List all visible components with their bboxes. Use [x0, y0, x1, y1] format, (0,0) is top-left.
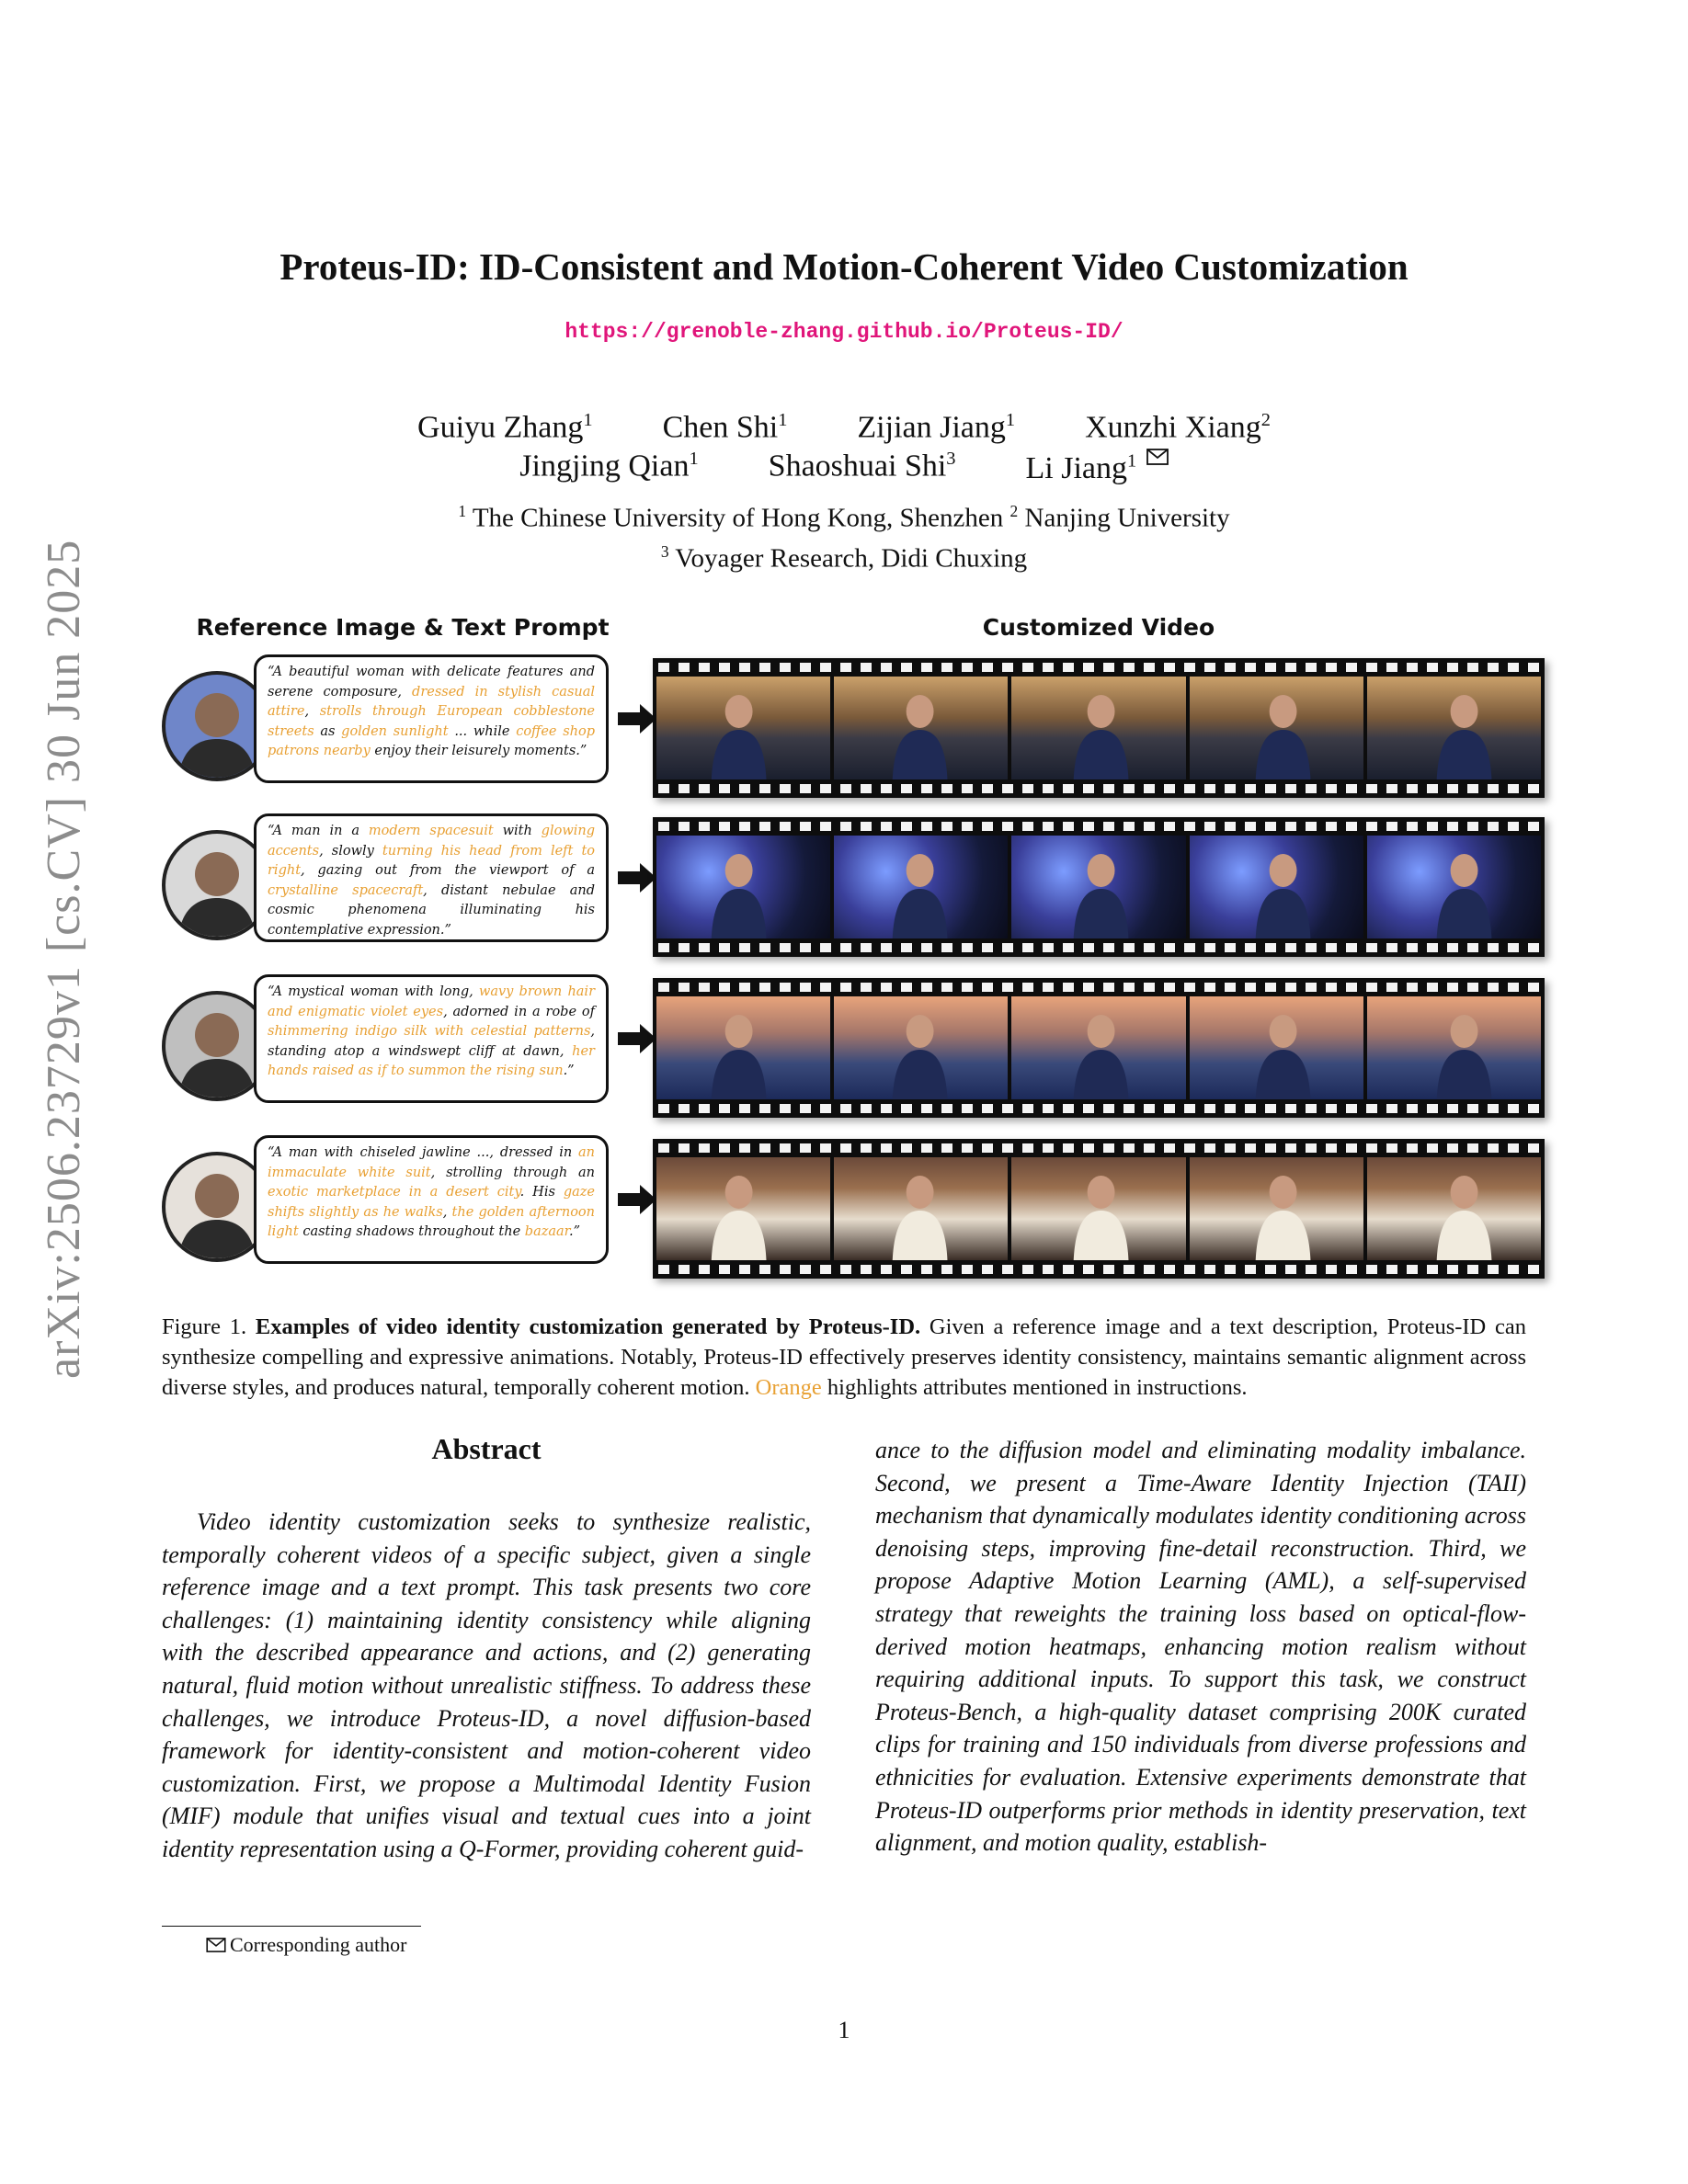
prompt-text: with [493, 824, 542, 838]
figure-row [162, 813, 1554, 959]
project-url-link[interactable]: https://grenoble-zhang.github.io/Proteus-ID/ [565, 320, 1123, 344]
video-frame [834, 1157, 1008, 1260]
caption-text: Given a reference image and a text description, Proteus-ID can synthesize compelling and expressive animations. Notably, Proteus-ID effectively preserves identity consistency, maintains semantic alignment across diverse styles, and produces natural, temporally coherent motion. [162, 1314, 1527, 1400]
prompt-text: enjoy their leisurely moments.” [370, 744, 587, 758]
highlighted-attribute: gaze shifts slightly as he walks [268, 1185, 595, 1220]
author: Chen Shi$^1$ [662, 410, 788, 445]
prompt-text: . His [519, 1185, 564, 1200]
text-prompt [254, 974, 609, 1103]
prompt-text: , [442, 1204, 452, 1220]
prompt-text: , strolling through an [430, 1165, 595, 1180]
figure-caption [162, 1312, 1526, 1403]
video-filmstrip [653, 817, 1545, 957]
footnote: Corresponding author [206, 1933, 406, 1957]
caption-orange-word: Orange [755, 1375, 822, 1400]
highlighted-attribute: shimmering indigo silk with celestial patterns [268, 1024, 591, 1039]
author: Xunzhi Xiang$^2$ [1085, 410, 1271, 445]
prompt-text: .” [563, 1064, 575, 1078]
highlighted-attribute: turning his head from left to right [268, 843, 595, 878]
video-frame [1011, 1157, 1185, 1260]
prompt-text: , [304, 704, 320, 719]
video-frame [1190, 836, 1363, 938]
highlighted-attribute: coffee shop patrons nearby [268, 723, 596, 758]
author: Guiyu Zhang$^1$ [417, 410, 593, 445]
author: Li Jiang$^1$ [1026, 449, 1169, 486]
prompt-text: “A man in a [268, 824, 369, 838]
video-frame [1011, 677, 1185, 779]
prompt-text: casting shadows throughout the [298, 1224, 525, 1239]
video-frame [1011, 836, 1185, 938]
highlighted-attribute: golden sunlight [341, 723, 449, 739]
video-frame [1367, 836, 1541, 938]
highlighted-attribute: an immaculate white suit [268, 1145, 595, 1180]
envelope-icon [1146, 449, 1169, 465]
video-frame [1011, 996, 1185, 1099]
video-frame [656, 836, 830, 938]
author: Zijian Jiang$^1$ [857, 410, 1016, 445]
highlighted-attribute: bazaar [524, 1224, 569, 1239]
figure-row [162, 1135, 1554, 1280]
affiliations-line-1: $^1$ The Chinese University of Hong Kong, Shenzhen $^2$ Nanjing University [458, 502, 1230, 533]
prompt-text: , standing atop a windswept cliff at dawn, [268, 1024, 595, 1059]
affiliations-line-2: $^3$ Voyager Research, Didi Chuxing [660, 542, 1028, 574]
highlighted-attribute: dressed in stylish casual attire [268, 684, 596, 719]
video-frame [1367, 1157, 1541, 1260]
video-frame [1190, 1157, 1363, 1260]
paper-title: Proteus-ID: ID-Consistent and Motion-Coherent Video Customization [279, 245, 1409, 288]
author-row-1 [0, 410, 1688, 445]
video-filmstrip [653, 1139, 1545, 1279]
figure-right-header: Customized Video [982, 614, 1215, 641]
video-frame [656, 677, 830, 779]
highlighted-attribute: crystalline spacecraft [268, 882, 424, 898]
footnote-rule [162, 1926, 421, 1927]
abstract-left-column: Video identity customization seeks to synthesize realistic, temporally coherent videos of a specific subject, given a single reference image and a text prompt. This task presents two core challenges: (1) maintaining identity consistency while aligning with the described appearance and actions, and (2) generating natural, fluid motion without unrealistic stiffness. To address these challenges, we introduce Proteus-ID, a novel diffusion-based framework for identity-consistent and motion-coherent video customization. First, we propose a Multimodal Identity Fusion (MIF) module that unifies visual and textual cues into a joint identity representation using a Q-Former, providing coherent guid- [162, 1508, 811, 1862]
caption-bold: Examples of video identity customization generated by Proteus-ID. [255, 1314, 921, 1339]
abstract-right-column: ance to the diffusion model and eliminating modality imbalance. Second, we present a Time-Aware Identity Injection (TAII) mechanism that dynamically modulates identity conditioning across denoising steps, improving fine-detail reconstruction. Third, we propose Adaptive Motion Learning (AML), a self-supervised strategy that reweights the training loss based on optical-flow-derived motion heatmaps, enhancing motion realism without requiring additional inputs. To support this task, we construct Proteus-Bench, a high-quality dataset comprising 200K curated clips for training and 150 individuals from diverse professions and ethnicities for evaluation. Extensive experiments demonstrate that Proteus-ID outperforms prior methods in identity preservation, text alignment, and motion quality, establish- [875, 1437, 1526, 1857]
prompt-text: as [314, 723, 342, 739]
highlighted-attribute: glowing accents [268, 824, 595, 859]
caption-label: Figure 1. [162, 1314, 247, 1339]
page-number: 1 [838, 2017, 850, 2043]
video-frame [1367, 996, 1541, 1099]
video-frame [834, 996, 1008, 1099]
highlighted-attribute: modern spacesuit [368, 824, 494, 838]
prompt-text: “A man with chiseled jawline ..., dressed in [268, 1145, 579, 1160]
video-frame [1190, 677, 1363, 779]
prompt-text: “A mystical woman with long, [268, 984, 479, 999]
abstract-heading: Abstract [431, 1432, 542, 1465]
text-prompt [254, 654, 609, 783]
video-frame [656, 996, 830, 1099]
highlighted-attribute: her hands raised as if to summon the rising sun [268, 1043, 595, 1078]
figure-row [162, 654, 1554, 800]
video-frame [1190, 996, 1363, 1099]
highlighted-attribute: exotic marketplace in a desert city [268, 1185, 520, 1200]
envelope-icon [206, 1938, 226, 1952]
figure-left-header: Reference Image & Text Prompt [196, 614, 610, 641]
prompt-text: , adorned in a robe of [443, 1004, 595, 1019]
prompt-text: , distant nebulae and cosmic phenomena illuminating his contemplative expression.” [268, 882, 595, 938]
video-filmstrip [653, 658, 1545, 798]
highlighted-attribute: the golden afternoon light [268, 1204, 595, 1239]
prompt-text: ... while [448, 723, 517, 739]
text-prompt [254, 813, 609, 942]
video-frame [1367, 677, 1541, 779]
prompt-text: .” [569, 1224, 581, 1239]
highlighted-attribute: wavy brown hair and enigmatic violet eyes [268, 984, 595, 1019]
video-frame [834, 677, 1008, 779]
author: Shaoshuai Shi$^3$ [768, 449, 956, 483]
prompt-text: “A beautiful woman with delicate features and serene composure, [268, 665, 595, 700]
video-filmstrip [653, 978, 1545, 1118]
caption-tail: highlights attributes mentioned in instructions. [821, 1375, 1248, 1400]
highlighted-attribute: strolls through European cobblestone streets [268, 704, 596, 739]
author: Jingjing Qian$^1$ [519, 449, 699, 483]
prompt-text: , gazing out from the viewport of a [301, 863, 595, 878]
prompt-text: , slowly [319, 843, 382, 859]
figure-row [162, 974, 1554, 1120]
arxiv-sidebar-stamp: arXiv:2506.23729v1 [cs.CV] 30 Jun 2025 [38, 539, 90, 1379]
video-frame [656, 1157, 830, 1260]
video-frame [834, 836, 1008, 938]
text-prompt [254, 1135, 609, 1264]
author-row-2 [0, 449, 1688, 486]
